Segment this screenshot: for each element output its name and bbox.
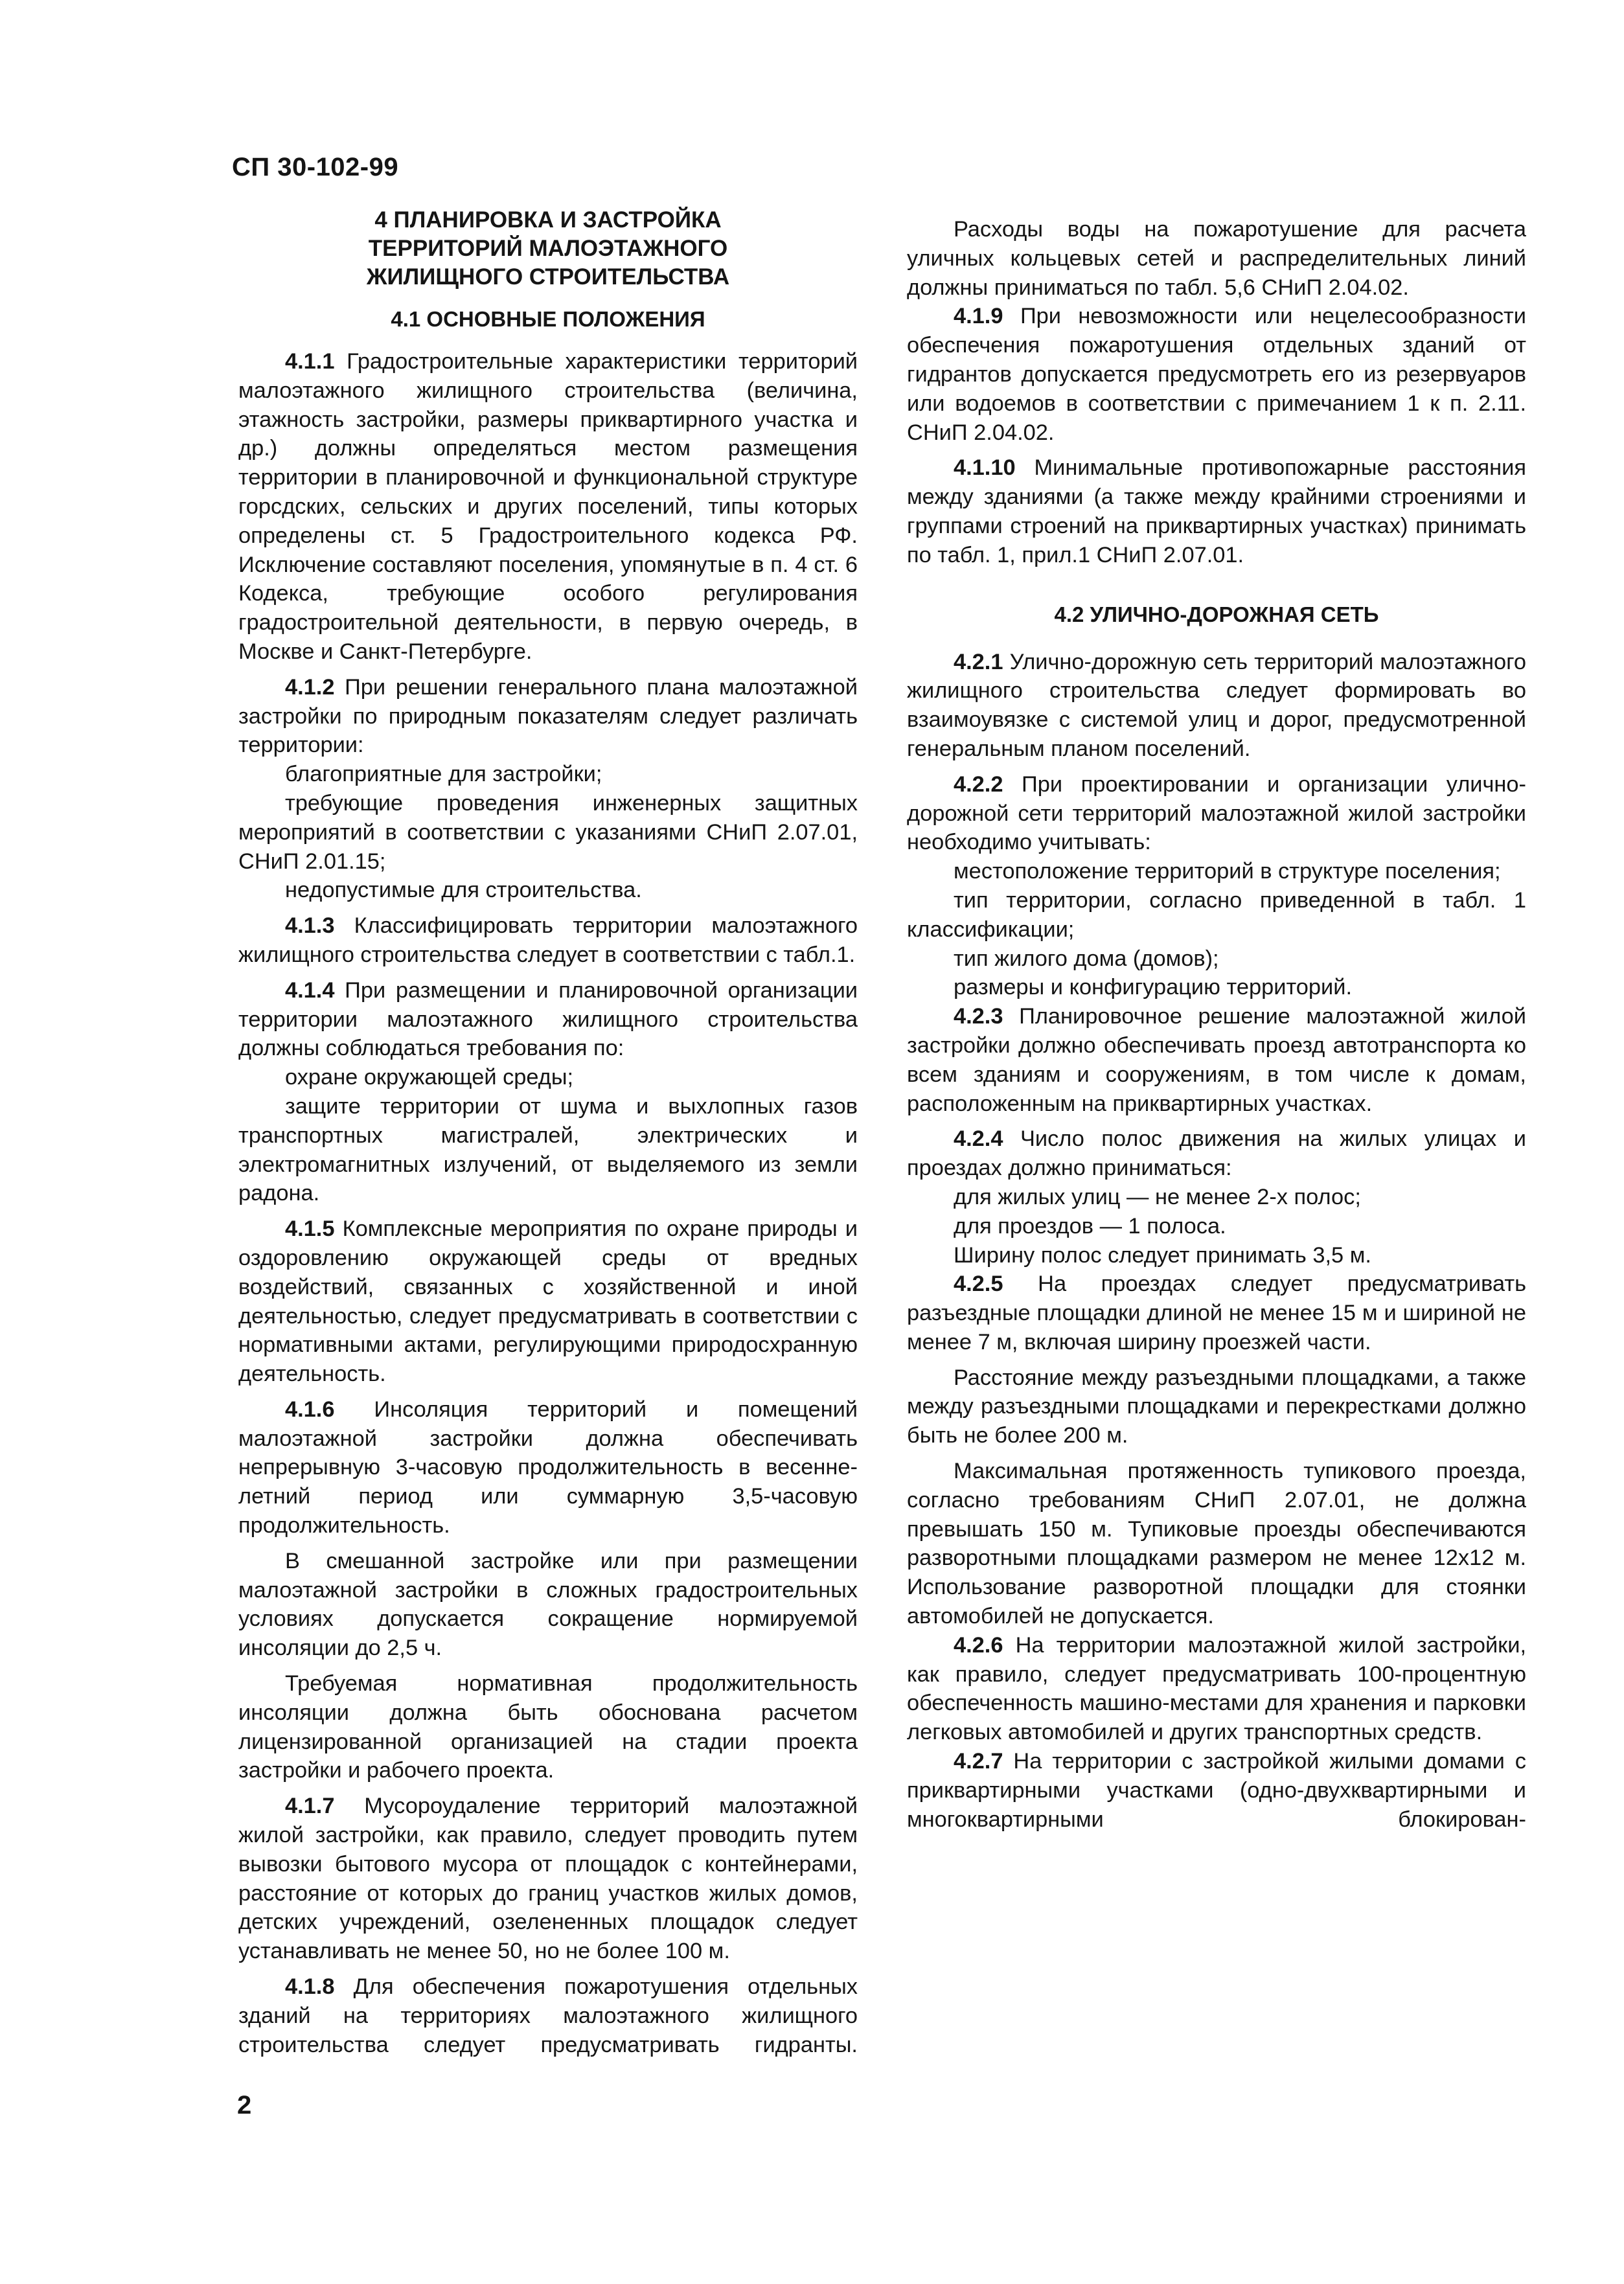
clause-number: 4.1.4 — [285, 977, 335, 1003]
clause-number: 4.2.4 — [954, 1126, 1003, 1152]
list-item: для жилых улиц — не менее 2-х полос; — [954, 1184, 1361, 1209]
clause — [238, 347, 858, 667]
clause-number: 4.2.7 — [954, 1749, 1003, 1774]
list-item: тип территории, согласно приведенной в табл. 1 классификации; — [907, 887, 1526, 942]
clause-text: Мусороудаление территорий малоэтажной жилой застройки, как правило, следует проводить путем вывозки бытового мусора от площадок с контейнерами, расстояние от которых до границ участков жилых домов, детских учреждений, озелененных площадок следует устанавливать не менее 50, но не более 100 м. — [238, 1794, 858, 1964]
paragraph: Расстояние между разъездными площадками, а также между разъездными площадками и перекрестками должно быть не более 200 м. — [907, 1365, 1526, 1448]
clause-number: 4.1.5 — [285, 1216, 335, 1242]
paragraph: Максимальная протяженность тупикового проезда, согласно требованиям СНиП 2.07.01, не должна превышать 150 м. Тупиковые проезды обеспечиваются разворотными площадками размером не менее 12х12 м. Использование разворотной площадки для стоянки автомобилей не допускается. — [907, 1459, 1526, 1629]
list-item: защите территории от шума и выхлопных газов транспортных магистралей, электрических и электромагнитных излучений, от выделяемого из земли радона. — [238, 1093, 858, 1206]
clause-text: При решении генерального плана малоэтажной застройки по природным показателям следует различать территории: — [238, 674, 858, 758]
paragraph: Расходы воды на пожаротушение для расчета уличных кольцевых сетей и распределительных линий должны приниматься по табл. 5,6 СНиП 2.04.02. — [907, 217, 1526, 300]
clause — [907, 1125, 1526, 1183]
list-item: недопустимые для строительства. — [285, 878, 642, 903]
clause-number: 4.1.10 — [954, 455, 1016, 481]
clause-number: 4.1.9 — [954, 304, 1003, 329]
clause — [907, 648, 1526, 764]
clause — [907, 1747, 1526, 1834]
list-item: тип жилого дома (домов); — [954, 946, 1219, 971]
clause — [238, 976, 858, 1063]
subsection-heading: 4.1 ОСНОВНЫЕ ПОЛОЖЕНИЯ — [391, 307, 705, 331]
clause-number: 4.2.2 — [954, 771, 1003, 797]
document-code: СП 30-102-99 — [232, 153, 399, 181]
left-column — [238, 206, 858, 2072]
clause-text: При проектировании и организации улично-дорожной сети территорий малоэтажной жилой застройки необходимо учитывать: — [907, 771, 1526, 855]
clause-number: 4.1.2 — [285, 674, 335, 700]
clause-text: На территории малоэтажной жилой застройки, как правило, следует предусматривать 100-процентную обеспеченность машино-местами для хранения и парковки легковых автомобилей и других транспортных средств. — [907, 1632, 1526, 1745]
subsection-heading: 4.2 УЛИЧНО-ДОРОЖНАЯ СЕТЬ — [1054, 602, 1379, 626]
clause-number: 4.1.1 — [285, 349, 335, 374]
list-item: Ширину полос следует принимать 3,5 м. — [954, 1242, 1371, 1268]
clause-text: На проездах следует предусматривать разъездные площадки длиной не менее 15 м и шириной не менее 7 м, включая ширину проезжей части. — [907, 1272, 1526, 1354]
page-number: 2 — [237, 2091, 252, 2119]
clause-number: 4.1.7 — [285, 1794, 335, 1819]
paragraph: В смешанной застройке или при размещении малоэтажной застройки в сложных градостроительных условиях допускается сокращение нормируемой инсоляции до 2,5 ч. — [238, 1548, 858, 1661]
clause-text: Число полос движения на жилых улицах и проездах должно приниматься: — [907, 1126, 1526, 1181]
clause-number: 4.2.6 — [954, 1632, 1003, 1658]
list-item: требующие проведения инженерных защитных мероприятий в соответствии с указаниями СНиП 2.07.01, СНиП 2.01.15; — [238, 790, 858, 874]
clause — [907, 1270, 1526, 1356]
list-item: для проездов — 1 полоса. — [954, 1213, 1226, 1239]
clause — [907, 1631, 1526, 1747]
clause — [238, 673, 858, 760]
clause-text: Улично-дорожную сеть территорий малоэтажного жилищного строительства следует формировать во взаимоувязке с системой улиц и дорог, предусмотренной генеральным планом поселений. — [907, 649, 1526, 761]
clause-number: 4.2.1 — [954, 649, 1003, 674]
clause-text: Инсоляция территорий и помещений малоэтажной застройки должна обеспечивать непрерывную 3-часовую продолжительность в весенне-летний период или суммарную 3,5-часовую продолжительность. — [238, 1397, 858, 1538]
clause — [907, 1002, 1526, 1118]
clause — [907, 302, 1526, 447]
list-item: размеры и конфигурацию территорий. — [954, 975, 1353, 1000]
section-title-line: ЖИЛИЩНОГО СТРОИТЕЛЬСТВА — [366, 264, 730, 290]
clause-number: 4.1.6 — [285, 1397, 335, 1422]
section-title-line: 4 ПЛАНИРОВКА И ЗАСТРОЙКА — [374, 207, 722, 233]
list-item: местоположение территорий в структуре поселения; — [954, 859, 1501, 884]
clause-number: 4.1.8 — [285, 1974, 335, 2000]
clause-text: Планировочное решение малоэтажной жилой застройки должно обеспечивать проезд автотранспорта ко всем зданиям и сооружениям, в том числе к домам, расположенным на приквартирных участках. — [907, 1004, 1526, 1116]
clause-text: Для обеспечения пожаротушения отдельных зданий на территориях малоэтажного жилищного строительства следует предусматривать гидранты. — [238, 1974, 858, 2057]
clause-text: Комплексные мероприятия по охране природы и оздоровлению окружающей среды от вредных воздействий, связанных с хозяйственной и иной деятельностью, следует предусматривать в соответствии с нормативными актами, регулирующими природосхранную деятельность. — [238, 1216, 858, 1387]
clause-text: При невозможности или нецелесообразности обеспечения пожаротушения отдельных зданий от гидрантов допускается предусмотреть его из резервуаров или водоемов в соответствии с примечанием 1 к п. 2.11. СНиП 2.04.02. — [907, 304, 1526, 445]
clause-text: Минимальные противопожарные расстояния между зданиями (а также между крайними строениями и группами строений на приквартирных участках) принимать по табл. 1, прил.1 СНиП 2.07.01. — [907, 455, 1526, 567]
clause-number: 4.2.5 — [954, 1272, 1003, 1297]
clause — [907, 453, 1526, 569]
clause — [238, 1972, 858, 2059]
list-item: охране окружающей среды; — [285, 1065, 574, 1090]
clause-text: При размещении и планировочной организации территории малоэтажного жилищного строительства должны соблюдаться требования по: — [238, 977, 858, 1061]
list-item: благоприятные для застройки; — [285, 762, 602, 787]
clause — [238, 1215, 858, 1389]
clause-number: 4.1.3 — [285, 913, 335, 939]
clause-text: Градостроительные характеристики территорий малоэтажного жилищного строительства (величина, этажность застройки, размеры приквартирного участка и др.) должны определяться местом размещения территории в планировочной и функциональной структуре горсдских, сельских и других поселений, типы которых определены ст. 5 Градостроительного кодекса РФ. Исключение составляют поселения, упомянутые в п. 4 ст. 6 Кодекса, требующие особого регулирования градостроительной деятельности, в первую очередь, в Москве и Санкт-Петербурге. — [238, 349, 858, 664]
paragraph: Требуемая нормативная продолжительность инсоляции должна быть обоснована расчетом лицензированной организацией на стадии проекта застройки и рабочего проекта. — [238, 1671, 858, 1783]
section-title-line: ТЕРРИТОРИЙ МАЛОЭТАЖНОГО — [368, 236, 728, 261]
right-column — [907, 209, 1526, 2074]
clause — [238, 911, 858, 970]
clause-text: Классифицировать территории малоэтажного жилищного строительства следует в соответствии с табл.1. — [238, 913, 858, 967]
clause-text: На территории с застройкой жилыми домами с приквартирными участками (одно-двухквартирными и многоквартирными блокирован- — [907, 1749, 1526, 1832]
clause — [238, 1395, 858, 1540]
clause — [907, 770, 1526, 857]
clause-number: 4.2.3 — [954, 1004, 1003, 1029]
clause — [238, 1792, 858, 1966]
section-title — [238, 206, 858, 291]
